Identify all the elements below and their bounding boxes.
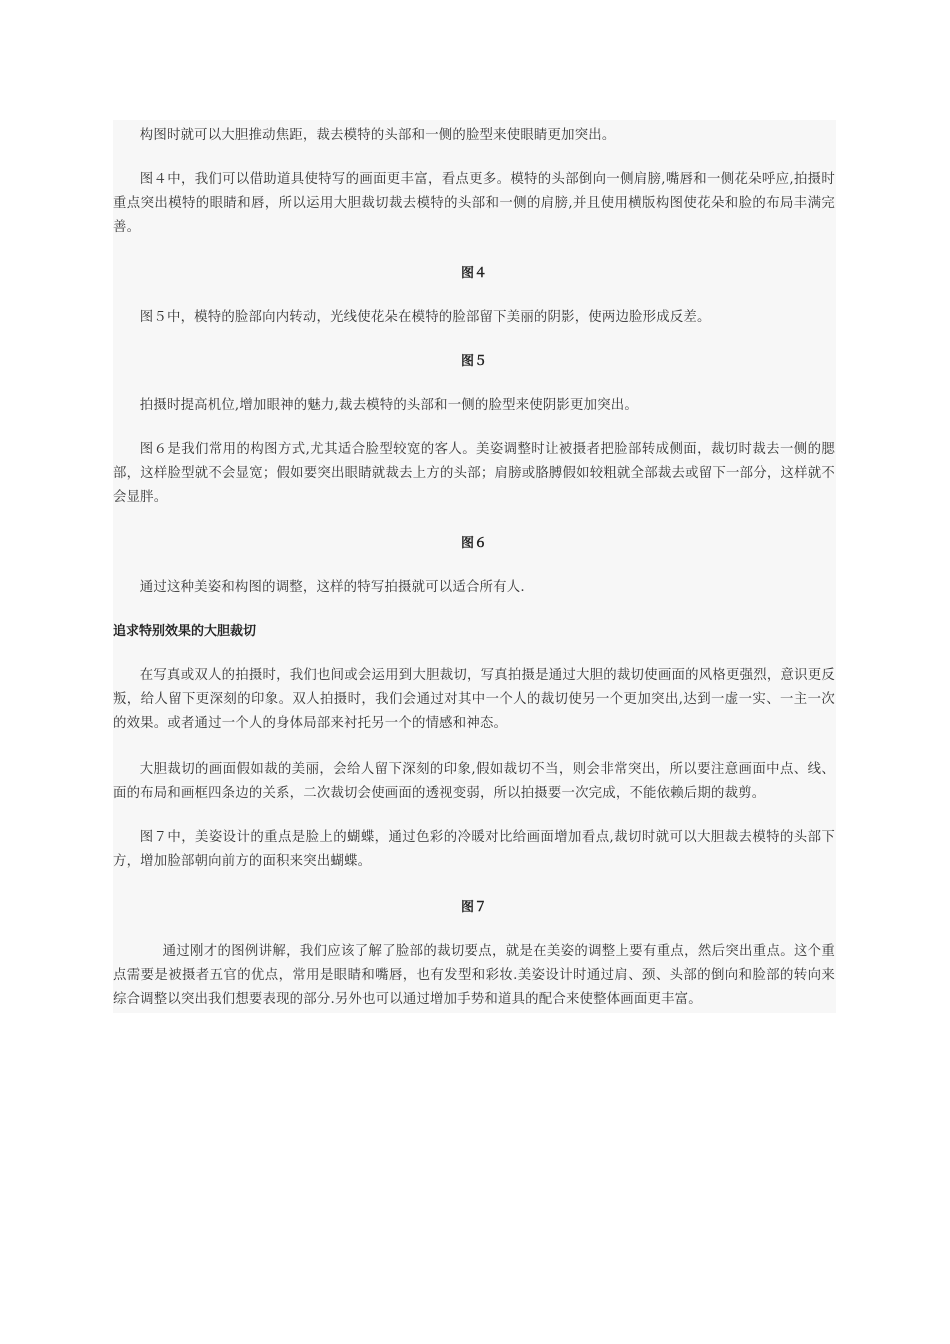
paragraph-6: 通过这种美姿和构图的调整，这样的特写拍摄就可以适合所有人. [139, 580, 525, 595]
paragraph-10: 通过刚才的图例讲解，我们应该了解了脸部的裁切要点，就是在美姿的调整上要有重点，然后突出重点。这个重点需要是被摄者五官的优点，常用是眼睛和嘴唇，也有发型和彩妆.美姿设计时通过肩、颈、头部的倒向和脸部的转向来综合调整以突出我们想要表现的部分.另外也可以通过增加手势和道具的配合来使整体画面更丰富。 [113, 944, 835, 1007]
paragraph-3: 图５中，模特的脸部向内转动，光线使花朵在模特的脸部留下美丽的阴影，使两边脸形成反差。 [139, 310, 711, 325]
paragraph-2: 图４中，我们可以借助道具使特写的画面更丰富，看点更多。模特的头部倒向一侧肩膀,嘴唇和一侧花朵呼应,拍摄时重点突出模特的眼睛和唇，所以运用大胆裁切裁去模特的头部和一侧的肩膀,并且使用横版构图使花朵和脸的布局丰满完善。 [113, 172, 835, 235]
article-panel [113, 120, 836, 1013]
figure-caption-6: 图６ [460, 536, 487, 551]
figure-caption-5: 图５ [460, 354, 487, 369]
paragraph-5: 图６是我们常用的构图方式,尤其适合脸型较宽的客人。美姿调整时让被摄者把脸部转成侧面，裁切时裁去一侧的腮部，这样脸型就不会显宽；假如要突出眼睛就裁去上方的头部；肩膀或胳膊假如较粗就全部裁去或留下一部分，这样就不会显胖。 [113, 442, 835, 505]
figure-caption-4: 图４ [460, 266, 487, 281]
figure-caption-7: 图７ [460, 900, 487, 915]
paragraph-1: 构图时就可以大胆推动焦距，裁去模特的头部和一侧的脸型来使眼睛更加突出。 [139, 128, 616, 143]
paragraph-7: 在写真或双人的拍摄时，我们也间或会运用到大胆裁切，写真拍摄是通过大胆的裁切使画面的风格更强烈，意识更反叛，给人留下更深刻的印象。双人拍摄时，我们会通过对其中一个人的裁切使另一个更加突出,达到一虚一实、一主一次的效果。或者通过一个人的身体局部来衬托另一个的情感和神态。 [113, 668, 835, 731]
paragraph-8: 大胆裁切的画面假如裁的美丽，会给人留下深刻的印象,假如裁切不当，则会非常突出，所以要注意画面中点、线、面的布局和画框四条边的关系，二次裁切会使画面的透视变弱，所以拍摄要一次完成，不能依赖后期的裁剪。 [113, 762, 835, 801]
section-heading: 追求特别效果的大胆裁切 [113, 624, 257, 639]
paragraph-4: 拍摄时提高机位,增加眼神的魅力,裁去模特的头部和一侧的脸型来使阴影更加突出。 [139, 398, 638, 413]
paragraph-9: 图７中，美姿设计的重点是脸上的蝴蝶，通过色彩的冷暖对比给画面增加看点,裁切时就可以大胆裁去模特的头部下方，增加脸部朝向前方的面积来突出蝴蝶。 [113, 830, 835, 869]
